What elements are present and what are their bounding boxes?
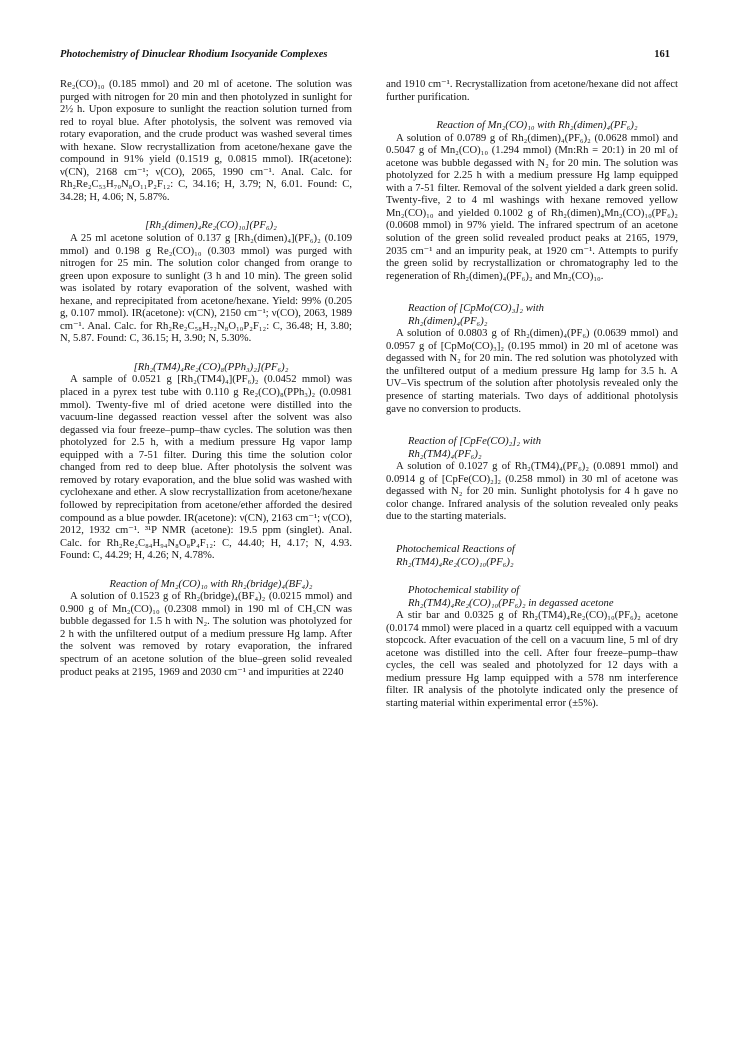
paragraph: A solution of 0.0789 g of Rh₂(dimen)₄(PF₆)₂ (0.0628 mmol) and 0.5047 g of Mn₂(CO)₁₀ (1.294 mmol) (Mn:Rh = 20:1) in 20 ml of acetone was bubble degassed with N₂ for 20 min. The solution was photolyzed for 2.25 h with a medium pressure Hg lamp equipped with a 7-51 filter. Removal of the solvent yielded a dark green solid. Twenty-five, 2 to 4 ml washings with hexane removed yellow Mn₂(CO)₁₀ and yielded 0.1002 g of Rh₂(dimen)₄Mn₂(CO)₁₀(PF₆)₂ (0.0608 mmol) in 97% yield. The infrared spectrum of an acetone solution of the green solid revealed product peaks at 2165, 1979, 2035 cm⁻¹ and an impurity peak, at 1920 cm⁻¹. Attempts to purify the green solid by recrystallization or chromatography led to the regeneration of Rh₂(dimen)₄(PF₆)₂ and Mn₂(CO)₁₀. xyxy=(386,132,678,282)
subsection-heading-line2: Rh₂(TM4)₄Re₂(CO)₁₀(PF₆)₂ in degassed acetone xyxy=(408,597,614,609)
section-heading-line2: Rh₂(dimen)₄(PF₆)₂ xyxy=(408,315,488,327)
paragraph: A solution of 0.1027 g of Rh₂(TM4)₄(PF₆)₂ (0.0891 mmol) and 0.0914 g of [CpFe(CO)₂]₂ (0.258 mmol) in 30 ml of acetone was degassed with N₂ for 20 min. Sunlight photolysis for 4 h gave no color change. Infrared analysis of the solution revealed only peaks due to the starting materials. xyxy=(386,461,678,523)
right-column xyxy=(386,79,678,711)
section-heading: Reaction of [CpMo(CO)₃]₂ with xyxy=(408,303,544,315)
paragraph: A sample of 0.0521 g [Rh₂(TM4)₄](PF₆)₂ (0.0452 mmol) was placed in a pyrex test tube with 0.110 g Re₂(CO)₈(PPh₃)₂ (0.0981 mmol). Twenty-five ml of dried acetone were distilled into the vacuum-line degassed reaction vessel after the solvent was also degassed via four freeze–pump–thaw cycles. The solution was then photolyzed for 2.5 h, with a medium pressure Hg vapor lamp equipped with a 7-51 filter. During this time the solution color changed from red to deep blue. After photolysis the solvent was removed by rotary evaporation, and the blue solid was washed with cyclohexane and ether. A slow recrystallization from acetone/hexane followed by reprecipitation from acetone/ether afforded the desired compound as a blue powder. IR(acetone): ν(CN), 2163 cm⁻¹; ν(CO), 2012, 1932 cm⁻¹. ³¹P NMR (acetone): 19.5 ppm (singlet). Anal. Calc. for Rh₂Re₂C₈₄H₉₄N₈O₈P₄F₁₂: C, 44.40; H, 4.17; N, 4.93. Found: C, 44.29; H, 4.26; N, 4.78%. xyxy=(60,374,352,562)
paragraph: A solution of 0.0803 g of Rh₂(dimen)₄(PF₆) (0.0639 mmol) and 0.0957 g of [CpMo(CO)₃]₂ (0.195 mmol) in 20 ml of acetone was degassed with N₂ for 20 min. The red solution was photolyzed with the unfiltered output of a medium pressure Hg lamp for 3.5 h. A UV–Vis spectrum of the solution after photolysis revealed only the presence of starting materials. Two days of additional photolysis gave no conversion to products. xyxy=(386,328,678,415)
paragraph: A stir bar and 0.0325 g of Rh₂(TM4)₄Re₂(CO)₁₀(PF₆)₂ acetone (0.0174 mmol) were placed in a quartz cell equipped with a vacuum stopcock. After evacuation of the cell on a vacuum line, 5 ml of dry acetone was distilled into the cell. After four freeze–pump–thaw cycles, the cell was sealed and photolyzed for 12 days with a medium pressure Hg lamp equipped with a 578 nm interference filter. IR analysis of the photolyte indicated only the presence of starting material within experimental error (±5%). xyxy=(386,610,678,709)
section-heading: Reaction of Mn₂(CO)₁₀ with Rh₂(dimen)₄(PF₆)₂ xyxy=(436,120,638,132)
paragraph: A solution of 0.1523 g of Rh₂(bridge)₄(BF₄)₂ (0.0215 mmol) and 0.900 g of Mn₂(CO)₁₀ (0.2308 mmol) in 190 ml of CH₃CN was bubble degassed for 1.5 h with N₂. The solution was photolyzed for 2 h with the unfiltered output of a medium pressure Hg lamp. After the solvent was removed by rotary evaporation, the infrared spectrum of an acetone solution of the blue–green solid revealed product peaks at 2195, 1969 and 2030 cm⁻¹ and impurities at 2240 xyxy=(60,591,352,678)
paragraph: Re₂(CO)₁₀ (0.185 mmol) and 20 ml of acetone. The solution was purged with nitrogen for 20 min and then photolyzed in sunlight for 2½ h. Upon exposure to sunlight the reaction solution turned from red to royal blue. After photolysis, the solvent was removed via rotary evaporation, and the crude product was washed several times with hexane. Slow recrystallization from acetone/hexane gave the compound in 91% yield (0.1519 g, 0.0815 mmol). IR(acetone): ν(CN), 2168 cm⁻¹; ν(CO), 2065, 1990 cm⁻¹. Anal. Calc. for Rh₂Re₂C₅₃H₇₀N₈O₁₁P₂F₁₂: C, 34.16; H, 3.79; N, 6.01. Found: C, 34.28; H, 4.06; N, 5.87%. xyxy=(60,79,352,203)
page-header xyxy=(60,49,670,65)
section-heading-line2: Rh₂(TM4)₄Re₂(CO)₁₀(PF₆)₂ xyxy=(396,556,514,568)
subsection-heading: Photochemical stability of xyxy=(408,585,520,597)
section-heading: Reaction of [CpFe(CO)₂]₂ with xyxy=(408,436,542,448)
section-heading-line2: Rh₂(TM4)₄(PF₆)₂ xyxy=(408,448,482,460)
section-heading: Reaction of Mn₂(CO)₁₀ with Rh₂(bridge)₄(BF₄)₂ xyxy=(109,578,313,590)
section-heading: Photochemical Reactions of xyxy=(396,543,515,555)
paragraph: and 1910 cm⁻¹. Recrystallization from acetone/hexane did not affect further purification. xyxy=(386,79,678,103)
paragraph: A 25 ml acetone solution of 0.137 g [Rh₂(dimen)₄](PF₆)₂ (0.109 mmol) and 0.198 g Re₂(CO)₁₀ (0.303 mmol) was purged with nitrogen for 25 min. The solution color changed from orange to green upon exposure to sunlight (3 h and 10 min). The green solid was isolated by rotary evaporation of the solvent, washed with hexane, and reprecipitated from acetone/hexane. Yield: 99% (0.205 g, 0.107 mmol). IR(acetone): ν(CN), 2150 cm⁻¹; ν(CO), 2063, 1989 cm⁻¹. Anal. Calc. for Rh₂Re₂C₅₈H₇₂N₈O₁₀P₂F₁₂: C, 36.48; H, 3.80; N, 5.87. Found: C, 36.15; H, 3.90; N, 5.30%. xyxy=(60,233,352,345)
left-column xyxy=(60,79,352,679)
section-heading: [Rh₂(TM4)₄Re₂(CO)₈(PPh₃)₂](PF₆)₂ xyxy=(133,361,289,373)
running-title: Photochemistry of Dinuclear Rhodium Isocyanide Complexes xyxy=(60,49,328,60)
section-heading: [Rh₂(dimen)₄Re₂(CO)₁₀](PF₆)₂ xyxy=(145,220,277,232)
page-number: 161 xyxy=(654,49,670,60)
